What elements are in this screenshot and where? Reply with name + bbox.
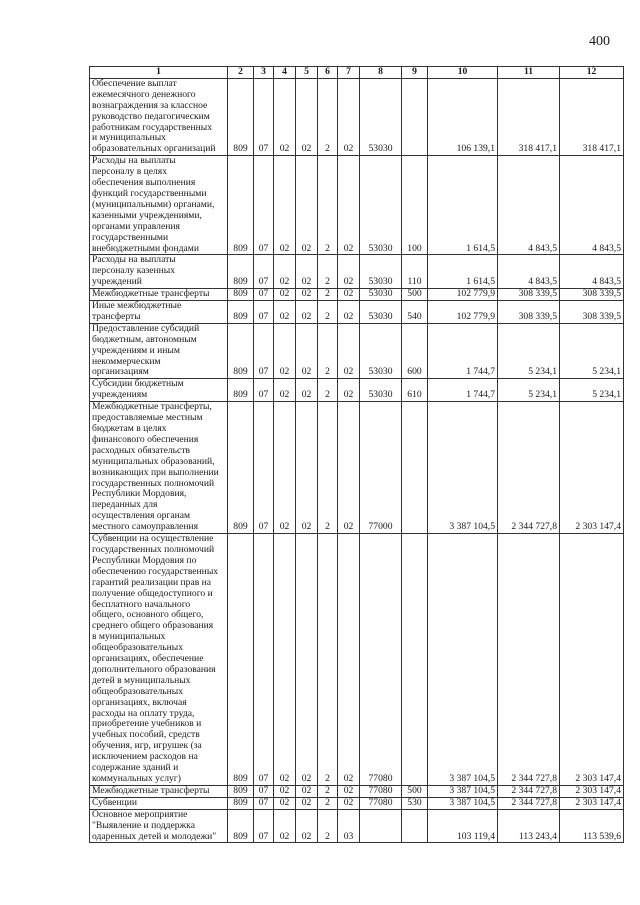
code-cell: 02	[274, 156, 296, 255]
code-cell: 07	[254, 785, 274, 797]
budget-table	[89, 66, 624, 843]
code-cell: 02	[274, 534, 296, 786]
code-cell: 02	[296, 797, 318, 809]
amount-cell: 2 303 147,4	[560, 534, 624, 786]
code-cell: 02	[296, 785, 318, 797]
column-header: 5	[296, 67, 318, 79]
amount-cell: 3 387 104,5	[428, 785, 498, 797]
code-cell: 53030	[360, 156, 402, 255]
code-cell: 77080	[360, 534, 402, 786]
amount-cell: 113 539,6	[560, 809, 624, 843]
code-cell: 809	[228, 289, 254, 301]
code-cell: 77080	[360, 797, 402, 809]
column-header: 10	[428, 67, 498, 79]
code-cell: 07	[254, 156, 274, 255]
amount-cell: 5 234,1	[498, 379, 560, 402]
code-cell: 02	[338, 323, 360, 379]
code-cell	[360, 809, 402, 843]
code-cell: 809	[228, 797, 254, 809]
code-cell: 809	[228, 785, 254, 797]
code-cell: 02	[296, 379, 318, 402]
row-name-cell: Субвенции	[90, 797, 228, 809]
amount-cell: 5 234,1	[498, 323, 560, 379]
code-cell: 02	[296, 402, 318, 534]
code-cell: 02	[296, 156, 318, 255]
amount-cell: 318 417,1	[560, 78, 624, 155]
table-row	[90, 797, 624, 809]
table-row	[90, 534, 624, 786]
code-cell: 07	[254, 323, 274, 379]
code-cell: 53030	[360, 323, 402, 379]
column-header: 12	[560, 67, 624, 79]
code-cell: 2	[318, 301, 338, 324]
amount-cell: 308 339,5	[498, 301, 560, 324]
code-cell: 07	[254, 289, 274, 301]
code-cell: 77080	[360, 785, 402, 797]
code-cell: 07	[254, 78, 274, 155]
code-cell: 530	[402, 797, 428, 809]
code-cell: 02	[274, 289, 296, 301]
code-cell: 2	[318, 379, 338, 402]
amount-cell: 1 614,5	[428, 255, 498, 289]
code-cell: 02	[338, 785, 360, 797]
row-name-cell: Расходы на выплаты персоналу в целях обеспечения выполнения функций государственными (муниципальными) органами, казенными учреждениями, органами управления государственными внебюджетными фондами	[90, 156, 228, 255]
column-header: 3	[254, 67, 274, 79]
code-cell: 53030	[360, 255, 402, 289]
code-cell: 02	[338, 289, 360, 301]
column-header: 9	[402, 67, 428, 79]
amount-cell: 2 303 147,4	[560, 402, 624, 534]
amount-cell: 2 344 727,8	[498, 797, 560, 809]
column-header: 11	[498, 67, 560, 79]
code-cell: 53030	[360, 301, 402, 324]
row-name-cell: Межбюджетные трансферты, предоставляемые местным бюджетам в целях финансового обеспечения расходных обязательств муниципальных образований, возникающих при выполнении государственных полномочий Республики Мордовия, переданных для осуществления органам местного самоуправления	[90, 402, 228, 534]
code-cell: 02	[274, 402, 296, 534]
amount-cell: 1 744,7	[428, 323, 498, 379]
code-cell: 02	[338, 379, 360, 402]
amount-cell: 2 303 147,4	[560, 785, 624, 797]
code-cell: 500	[402, 785, 428, 797]
code-cell: 02	[274, 785, 296, 797]
amount-cell: 1 744,7	[428, 379, 498, 402]
row-name-cell: Субсидии бюджетным учреждениям	[90, 379, 228, 402]
code-cell: 02	[274, 379, 296, 402]
column-header: 4	[274, 67, 296, 79]
amount-cell: 1 614,5	[428, 156, 498, 255]
code-cell: 809	[228, 534, 254, 786]
amount-cell: 5 234,1	[560, 323, 624, 379]
code-cell: 2	[318, 255, 338, 289]
code-cell: 2	[318, 534, 338, 786]
amount-cell: 2 344 727,8	[498, 785, 560, 797]
amount-cell: 3 387 104,5	[428, 402, 498, 534]
amount-cell: 113 243,4	[498, 809, 560, 843]
code-cell: 2	[318, 323, 338, 379]
code-cell: 77000	[360, 402, 402, 534]
row-name-cell: Субвенции на осуществление государственных полномочий Республики Мордовия по обеспечению государственных гарантий реализации прав на получение общедоступного и бесплатного начального общего, основного общего, среднего общего образования в муниципальных общеобразовательных организациях, обеспечение дополнительного образования детей в муниципальных общеобразовательных организациях, включая расходы на оплату труда, приобретение учебников и учебных пособий, средств обучения, игр, игрушек (за исключением расходов на содержание зданий и коммунальных услуг)	[90, 534, 228, 786]
table-row	[90, 402, 624, 534]
code-cell: 02	[296, 301, 318, 324]
code-cell: 02	[296, 534, 318, 786]
table-row	[90, 156, 624, 255]
code-cell: 600	[402, 323, 428, 379]
code-cell: 02	[274, 78, 296, 155]
code-cell: 07	[254, 402, 274, 534]
code-cell: 02	[338, 797, 360, 809]
code-cell: 02	[274, 797, 296, 809]
code-cell: 809	[228, 78, 254, 155]
amount-cell: 106 139,1	[428, 78, 498, 155]
amount-cell: 318 417,1	[498, 78, 560, 155]
amount-cell: 102 779,9	[428, 301, 498, 324]
code-cell: 2	[318, 289, 338, 301]
code-cell	[402, 78, 428, 155]
code-cell: 809	[228, 255, 254, 289]
amount-cell: 3 387 104,5	[428, 797, 498, 809]
code-cell: 2	[318, 809, 338, 843]
code-cell: 02	[338, 402, 360, 534]
code-cell: 02	[296, 255, 318, 289]
row-name-cell: Предоставление субсидий бюджетным, автономным учреждениям и иным некоммерческим организациям	[90, 323, 228, 379]
column-header: 2	[228, 67, 254, 79]
column-header: 8	[360, 67, 402, 79]
table-row	[90, 323, 624, 379]
code-cell: 02	[338, 301, 360, 324]
code-cell: 02	[274, 323, 296, 379]
table-row	[90, 255, 624, 289]
table-row	[90, 289, 624, 301]
code-cell: 02	[296, 289, 318, 301]
code-cell: 02	[338, 255, 360, 289]
code-cell	[402, 534, 428, 786]
row-name-cell: Иные межбюджетные трансферты	[90, 301, 228, 324]
amount-cell: 2 303 147,4	[560, 797, 624, 809]
code-cell: 2	[318, 797, 338, 809]
code-cell: 809	[228, 323, 254, 379]
amount-cell: 4 843,5	[498, 156, 560, 255]
amount-cell: 4 843,5	[498, 255, 560, 289]
code-cell: 02	[296, 78, 318, 155]
table-row	[90, 301, 624, 324]
code-cell: 02	[274, 255, 296, 289]
code-cell: 02	[338, 78, 360, 155]
code-cell	[402, 402, 428, 534]
amount-cell: 308 339,5	[498, 289, 560, 301]
code-cell: 02	[338, 156, 360, 255]
code-cell: 809	[228, 379, 254, 402]
amount-cell: 3 387 104,5	[428, 534, 498, 786]
code-cell: 540	[402, 301, 428, 324]
amount-cell: 103 119,4	[428, 809, 498, 843]
code-cell: 02	[338, 534, 360, 786]
amount-cell: 2 344 727,8	[498, 402, 560, 534]
code-cell: 02	[274, 301, 296, 324]
table-row	[90, 78, 624, 155]
row-name-cell: Основное мероприятие "Выявление и поддержка одаренных детей и молодежи"	[90, 809, 228, 843]
row-name-cell: Обеспечение выплат ежемесячного денежного вознаграждения за классное руководство педагогическим работникам государственных и муниципальных образовательных организаций	[90, 78, 228, 155]
code-cell: 07	[254, 379, 274, 402]
code-cell: 07	[254, 797, 274, 809]
column-header: 1	[90, 67, 228, 79]
code-cell: 110	[402, 255, 428, 289]
amount-cell: 308 339,5	[560, 301, 624, 324]
code-cell: 2	[318, 785, 338, 797]
code-cell: 53030	[360, 289, 402, 301]
code-cell: 03	[338, 809, 360, 843]
code-cell: 2	[318, 156, 338, 255]
code-cell: 500	[402, 289, 428, 301]
code-cell: 07	[254, 534, 274, 786]
code-cell: 2	[318, 78, 338, 155]
table-body	[90, 78, 624, 843]
code-cell: 02	[274, 809, 296, 843]
code-cell: 809	[228, 301, 254, 324]
amount-cell: 5 234,1	[560, 379, 624, 402]
amount-cell: 308 339,5	[560, 289, 624, 301]
column-header: 6	[318, 67, 338, 79]
amount-cell: 2 344 727,8	[498, 534, 560, 786]
code-cell: 809	[228, 809, 254, 843]
code-cell	[402, 809, 428, 843]
table-row	[90, 379, 624, 402]
row-name-cell: Расходы на выплаты персоналу казенных учреждений	[90, 255, 228, 289]
row-name-cell: Межбюджетные трансферты	[90, 289, 228, 301]
amount-cell: 102 779,9	[428, 289, 498, 301]
code-cell: 07	[254, 255, 274, 289]
table-row	[90, 785, 624, 797]
code-cell: 53030	[360, 379, 402, 402]
code-cell: 02	[296, 809, 318, 843]
code-cell: 100	[402, 156, 428, 255]
table-row	[90, 809, 624, 843]
code-cell: 02	[296, 323, 318, 379]
code-cell: 07	[254, 301, 274, 324]
code-cell: 610	[402, 379, 428, 402]
code-cell: 53030	[360, 78, 402, 155]
code-cell: 809	[228, 156, 254, 255]
amount-cell: 4 843,5	[560, 255, 624, 289]
amount-cell: 4 843,5	[560, 156, 624, 255]
code-cell: 2	[318, 402, 338, 534]
code-cell: 07	[254, 809, 274, 843]
page-number: 400	[589, 34, 610, 49]
code-cell: 809	[228, 402, 254, 534]
header-row	[90, 67, 624, 79]
column-header: 7	[338, 67, 360, 79]
row-name-cell: Межбюджетные трансферты	[90, 785, 228, 797]
